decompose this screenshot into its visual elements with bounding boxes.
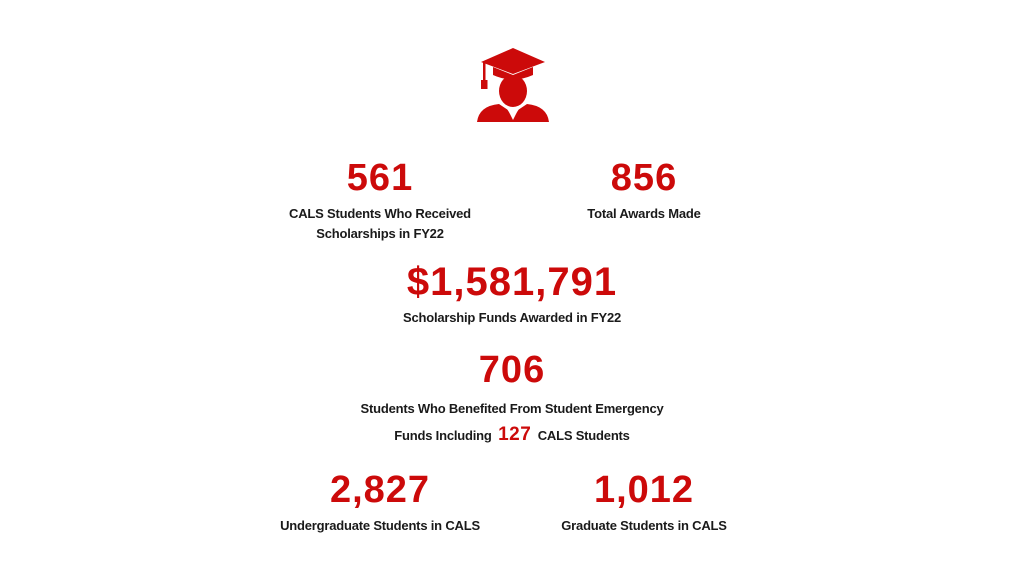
stat-label: Students Who Benefited From Student Emergency Funds Including 127 CALS Students: [360, 401, 664, 445]
inline-stat-value: 127: [498, 424, 532, 445]
stat-value: $1,581,791: [406, 260, 618, 304]
stat-value: 2,827: [329, 469, 431, 511]
stat-funds-awarded: [312, 262, 712, 328]
graduate-cap-person-icon: [475, 48, 551, 122]
stat-label: Graduate Students in CALS: [561, 518, 727, 533]
stat-graduate: [524, 470, 764, 536]
stat-value: 706: [478, 349, 546, 391]
stat-emergency-funds: [292, 350, 732, 449]
stat-undergraduate: [250, 470, 510, 536]
stat-value: 561: [346, 157, 414, 199]
stat-label: Total Awards Made: [587, 206, 701, 221]
stat-value: 856: [610, 157, 678, 199]
stat-label: Undergraduate Students in CALS: [280, 518, 480, 533]
stat-label: CALS Students Who Received Scholarships in FY22: [289, 206, 471, 241]
stat-label: Scholarship Funds Awarded in FY22: [402, 310, 622, 325]
stat-total-awards: [524, 158, 764, 224]
stat-students-received: [250, 158, 510, 244]
stat-value: 1,012: [593, 469, 695, 511]
